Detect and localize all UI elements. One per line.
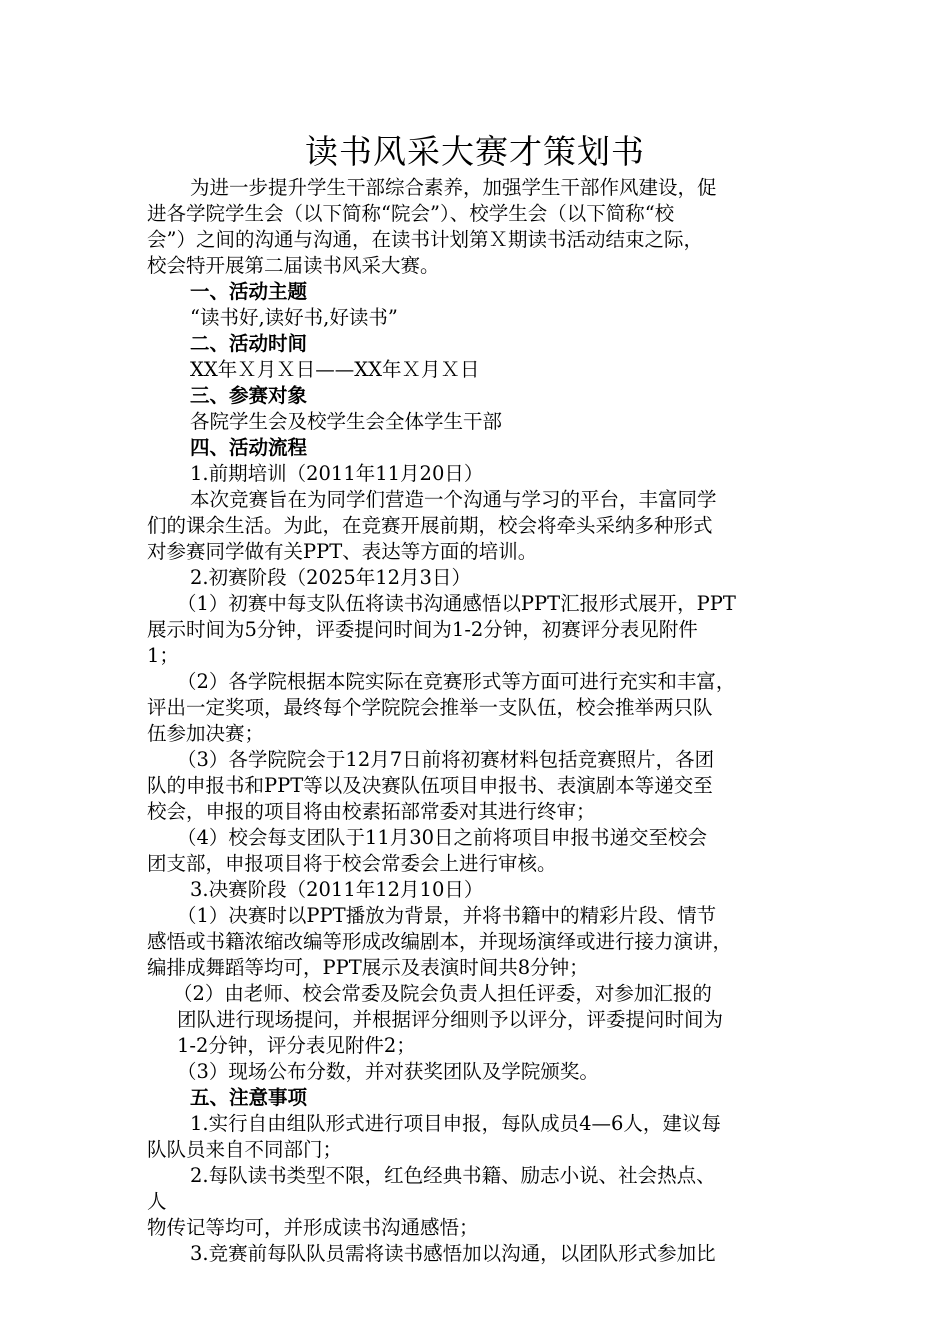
paragraph-line: 物传记等均可，并形成读书沟通感悟； — [147, 1216, 479, 1239]
paragraph-line: 团队进行现场提问，并根据评分细则予以评分，评委提问时间为 — [177, 1008, 724, 1031]
paragraph-line: （4）校会每支团队于11月30日之前将项目申报书递交至校会 — [177, 826, 708, 849]
paragraph-line: 1.实行自由组队形式进行项目申报，每队成员4—6人，建议每 — [190, 1112, 721, 1135]
paragraph-line: 校会，申报的项目将由校素拓部常委对其进行终审； — [147, 800, 596, 823]
paragraph-line: （1）初赛中每支队伍将读书沟通感悟以PPT汇报形式展开，PPT — [177, 592, 736, 615]
paragraph-line: 会”）之间的沟通与沟通，在读书计划第Ｘ期读书活动结束之际， — [147, 228, 703, 251]
paragraph-line: 人 — [147, 1190, 167, 1213]
paragraph-line: （3）各学院院会于12月7日前将初赛材料包括竞赛照片，各团 — [177, 748, 715, 771]
paragraph-line: 为进一步提升学生干部综合素养，加强学生干部作风建设，促 — [190, 176, 717, 199]
paragraph-line: 们的课余生活。为此，在竞赛开展前期，校会将牵头采纳多种形式 — [147, 514, 713, 537]
paragraph-line: 团支部，申报项目将于校会常委会上进行审核。 — [147, 852, 557, 875]
paragraph-line: 校会特开展第二届读书风采大赛。 — [147, 254, 440, 277]
paragraph-line: 3.决赛阶段（2011年12月10日） — [190, 878, 484, 901]
paragraph-line: 评出一定奖项，最终每个学院院会推举一支队伍，校会推举两只队 — [147, 696, 713, 719]
paragraph-line: 伍参加决赛； — [147, 722, 265, 745]
paragraph-line: 感悟或书籍浓缩改编等形成改编剧本，并现场演绎或进行接力演讲， — [147, 930, 733, 953]
section-heading: 五、注意事项 — [190, 1086, 308, 1109]
paragraph-line: 本次竞赛旨在为同学们营造一个沟通与学习的平台，丰富同学 — [190, 488, 717, 511]
paragraph-line: 对参赛同学做有关PPT、表达等方面的培训。 — [147, 540, 538, 563]
paragraph-line: （2）各学院根据本院实际在竞赛形式等方面可进行充实和丰富， — [177, 670, 736, 693]
paragraph-line: 2.每队读书类型不限，红色经典书籍、励志小说、社会热点、 — [190, 1164, 716, 1187]
paragraph-line: （3）现场公布分数，并对获奖团队及学院颁奖。 — [177, 1060, 599, 1083]
paragraph-line: XX年Ｘ月Ｘ日——XX年Ｘ月Ｘ日 — [190, 358, 480, 381]
paragraph-line: （1）决赛时以PPT播放为背景，并将书籍中的精彩片段、情节 — [177, 904, 717, 927]
paragraph-line: 队队员来自不同部门； — [147, 1138, 343, 1161]
paragraph-line: “读书好,读好书,好读书” — [190, 306, 398, 329]
paragraph-line: 1-2分钟，评分表见附件2； — [177, 1034, 416, 1057]
document-title: 读书风采大赛才策划书 — [305, 132, 645, 171]
paragraph-line: 展示时间为5分钟，评委提问时间为1-2分钟，初赛评分表见附件 — [147, 618, 698, 641]
paragraph-line: 3.竞赛前每队队员需将读书感悟加以沟通，以团队形式参加比 — [190, 1242, 716, 1265]
section-heading: 一、活动主题 — [190, 280, 308, 303]
paragraph-line: 2.初赛阶段（2025年12月3日） — [190, 566, 471, 589]
paragraph-line: 各院学生会及校学生会全体学生干部 — [190, 410, 503, 433]
paragraph-line: （2）由老师、校会常委及院会负责人担任评委，对参加汇报的 — [173, 982, 712, 1005]
section-heading: 四、活动流程 — [190, 436, 308, 459]
paragraph-line: 1.前期培训（2011年11月20日） — [190, 462, 484, 485]
section-heading: 三、参赛对象 — [190, 384, 308, 407]
section-heading: 二、活动时间 — [190, 332, 308, 355]
paragraph-line: 队的申报书和PPT等以及决赛队伍项目申报书、表演剧本等递交至 — [147, 774, 713, 797]
paragraph-line: 进各学院学生会（以下简称“院会”）、校学生会（以下简称“校 — [147, 202, 675, 225]
paragraph-line: 编排成舞蹈等均可，PPT展示及表演时间共8分钟； — [147, 956, 589, 979]
paragraph-line: 1； — [147, 644, 179, 667]
